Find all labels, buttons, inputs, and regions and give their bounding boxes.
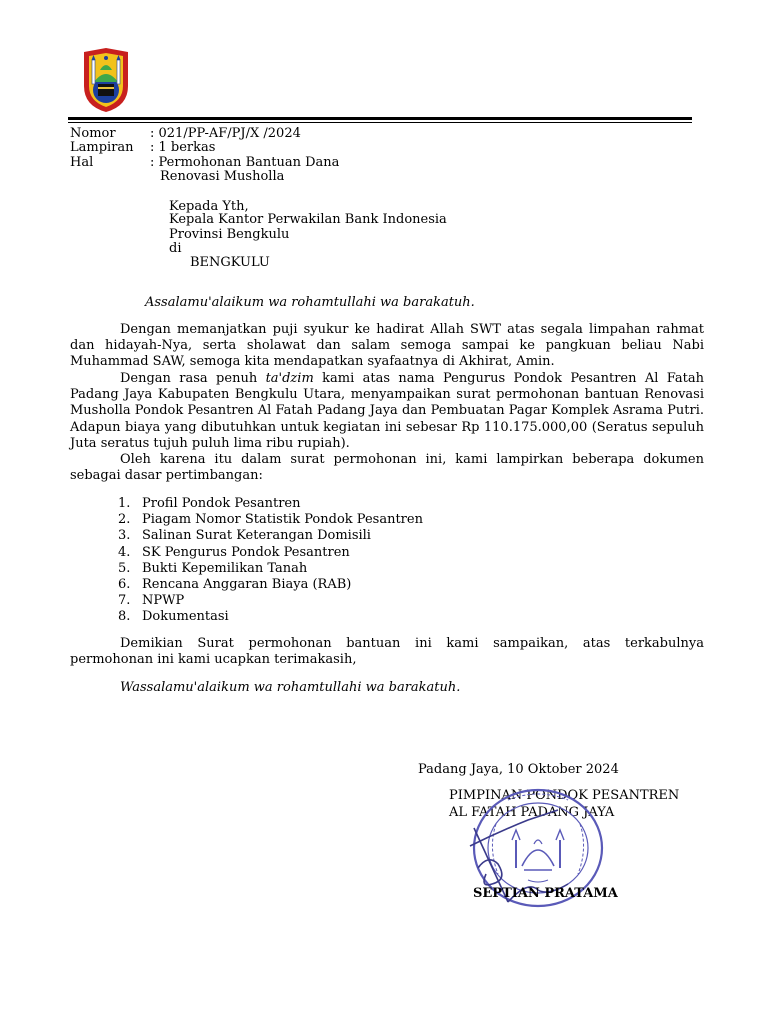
list-item: 2. Piagam Nomor Statistik Pondok Pesantren bbox=[118, 512, 423, 528]
recipient-line-1: Kepada Yth, bbox=[169, 199, 249, 214]
paragraph-3 bbox=[70, 452, 704, 484]
paragraph-2-tadzim: ta'dzim bbox=[265, 371, 314, 386]
paragraph-2-c: kami atas nama Pengurus Pondok Pesantren Al Fatah Padang Jaya Kabupaten Bengkulu Utara, menyampaikan surat permohonan bantuan Renovasi Musholla Pondok Pesantren Al Fatah Padang Jaya dan Pembuatan Pagar Komplek Asrama Putri. Adapun biaya yang dibutuhkan untuk kegiatan ini sebesar Rp 110.175.000,00 (Seratus sepuluh Juta seratus tujuh puluh lima ribu rupiah). bbox=[70, 371, 704, 451]
recipient-line-3: Provinsi Bengkulu bbox=[169, 227, 290, 242]
signer-name: SEPTIAN PRATAMA bbox=[473, 886, 618, 901]
paragraph-2 bbox=[70, 371, 704, 452]
list-item: 8. Dokumentasi bbox=[118, 609, 229, 625]
paragraph-1-text: Dengan memanjatkan puji syukur ke hadirat Allah SWT atas segala limpahan rahmat dan hidayah-Nya, serta sholawat dan salam semoga sampai ke pangkuan beliau Nabi Muhammad SAW, semoga kita mendapatkan syafaatnya di Akhirat, Amin. bbox=[70, 322, 704, 370]
hal-label: Hal bbox=[70, 155, 94, 170]
paragraph-4 bbox=[70, 636, 704, 668]
paragraph-2-a: Dengan rasa penuh bbox=[120, 371, 266, 386]
nomor-label: Nomor bbox=[70, 126, 116, 141]
nomor-value: : 021/PP-AF/PJ/X /2024 bbox=[150, 126, 301, 141]
place-date: Padang Jaya, 10 Oktober 2024 bbox=[418, 762, 619, 777]
letterhead-rule-thin bbox=[68, 122, 692, 123]
pesantren-mosque-logo-icon bbox=[80, 46, 132, 114]
lampiran-label: Lampiran bbox=[70, 140, 134, 155]
paragraph-1 bbox=[70, 322, 704, 371]
signer-title-1: PIMPINAN PONDOK PESANTREN bbox=[449, 788, 680, 803]
recipient-line-2: Kepala Kantor Perwakilan Bank Indonesia bbox=[169, 212, 447, 227]
list-item: 7. NPWP bbox=[118, 593, 185, 609]
hal-value-2: Renovasi Musholla bbox=[160, 169, 285, 184]
list-item: 1. Profil Pondok Pesantren bbox=[118, 496, 301, 511]
greeting: Assalamu'alaikum wa rohamtullahi wa barakatuh. bbox=[145, 295, 475, 310]
hal-value-1: : Permohonan Bantuan Dana bbox=[150, 155, 340, 170]
list-item: 5. Bukti Kepemilikan Tanah bbox=[118, 560, 308, 576]
closing: Wassalamu'alaikum wa rohamtullahi wa barakatuh. bbox=[120, 680, 461, 695]
attachment-list bbox=[118, 496, 423, 626]
list-item: 6. Rencana Anggaran Biaya (RAB) bbox=[118, 577, 352, 593]
recipient-line-4: di bbox=[169, 241, 182, 256]
paragraph-3-text: Oleh karena itu dalam surat permohonan ini, kami lampirkan beberapa dokumen sebagai dasar pertimbangan: bbox=[70, 452, 704, 484]
letterhead-logo bbox=[80, 46, 132, 114]
list-item: 3. Salinan Surat Keterangan Domisili bbox=[118, 528, 371, 544]
recipient-city: BENGKULU bbox=[190, 255, 270, 270]
signer-title-2: AL FATAH PADANG JAYA bbox=[449, 805, 615, 820]
letterhead-rule-thick bbox=[68, 117, 692, 120]
lampiran-row bbox=[70, 140, 215, 156]
paragraph-4-text: Demikian Surat permohonan bantuan ini kami sampaikan, atas terkabulnya permohonan ini kami ucapkan terimakasih, bbox=[70, 636, 704, 668]
list-item: 4. SK Pengurus Pondok Pesantren bbox=[118, 544, 350, 560]
lampiran-value: : 1 berkas bbox=[150, 140, 216, 155]
